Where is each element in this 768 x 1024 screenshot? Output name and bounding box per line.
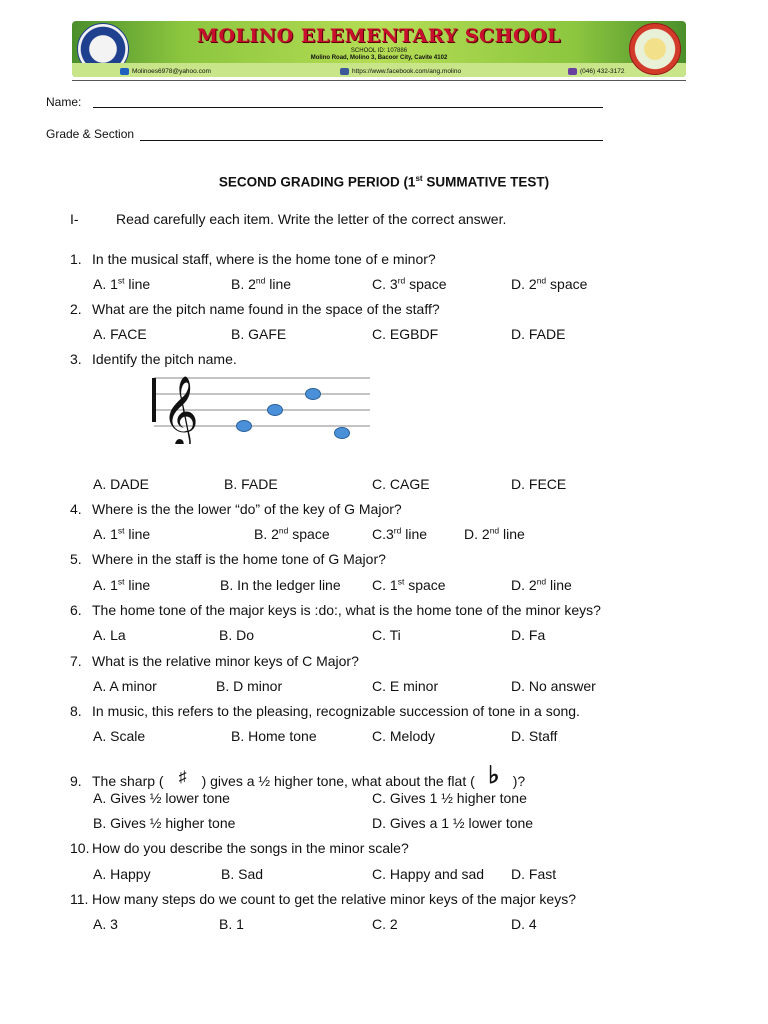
treble-clef-icon: 𝄞 (162, 374, 199, 444)
answer-option: A. 1st line (93, 576, 151, 593)
answer-option: B. 2nd space (254, 525, 330, 542)
question-text: What is the relative minor keys of C Major? (92, 653, 359, 669)
question-9 (70, 764, 525, 793)
answer-option: B. Gives ½ higher tone (93, 815, 236, 831)
question-7 (70, 653, 359, 669)
answer-option: B. 1 (219, 916, 244, 932)
question-number: 2. (70, 301, 82, 317)
question-text: How many steps do we count to get the relative minor keys of the major keys? (92, 891, 577, 907)
school-address: Molino Road, Molino 3, Bacoor City, Cavite 4102 (310, 55, 448, 61)
sharp-symbol-icon: ♯ (178, 769, 187, 786)
question-number: 9. (70, 773, 82, 789)
question-number: 8. (70, 703, 82, 719)
answer-option: B. GAFE (231, 326, 287, 342)
answer-option: D. Fa (511, 627, 546, 643)
question-text: How do you describe the songs in the minor scale? (92, 840, 409, 856)
question-4 (70, 501, 402, 517)
answer-option: A. Happy (93, 866, 151, 882)
name-label: Name: (46, 95, 82, 109)
facebook-icon (340, 68, 349, 75)
question-number: 10. (70, 840, 90, 856)
question-1 (70, 251, 436, 267)
question-2 (70, 301, 440, 317)
answer-option: C. Happy and sad (372, 866, 485, 882)
question-text-end: )? (512, 773, 526, 789)
answer-option: D. 2nd line (464, 525, 525, 542)
contact-email (120, 68, 211, 75)
section-number: I- (70, 211, 79, 227)
contact-phone (568, 68, 624, 75)
question-text: Where is the the lower “do” of the key of G Major? (92, 501, 402, 517)
answer-option: B. FADE (224, 476, 278, 492)
answer-option: C. 3rd space (372, 275, 447, 292)
answer-option: D. FECE (511, 476, 567, 492)
answer-option: D. Gives a 1 ½ lower tone (372, 815, 534, 831)
question-number: 7. (70, 653, 82, 669)
barline (152, 378, 156, 422)
question-8 (70, 703, 580, 719)
answer-option: D. Fast (511, 866, 557, 882)
answer-option: C.3rd line (372, 525, 428, 542)
question-text-middle: ) gives a ½ higher tone, what about the flat ( (201, 773, 475, 789)
header-divider (72, 80, 686, 81)
facebook-text: https://www.facebook.com/ang.molino (352, 68, 462, 75)
answer-option: C. Ti (372, 627, 401, 643)
answer-option: A. Gives ½ lower tone (93, 790, 230, 806)
note-4 (335, 428, 350, 439)
answer-option: D. Staff (511, 728, 558, 744)
phone-icon (568, 68, 577, 75)
school-name: MOLINO ELEMENTARY SCHOOL (196, 25, 562, 47)
question-number: 1. (70, 251, 82, 267)
answer-option: A. 3 (93, 916, 118, 932)
answer-option: C. 2 (372, 916, 398, 932)
question-text: What are the pitch name found in the space of the staff? (92, 301, 440, 317)
question-number: 4. (70, 501, 82, 517)
mail-icon (120, 68, 129, 75)
answer-option: A. 1st line (93, 275, 151, 292)
question-text: In the musical staff, where is the home tone of e minor? (92, 251, 436, 267)
answer-option: A. 1st line (93, 525, 151, 542)
answer-option: B. D minor (216, 678, 283, 694)
phone-text: (046) 432-3172 (580, 68, 625, 75)
answer-option: B. In the ledger line (220, 577, 341, 593)
answer-option: D. 2nd space (511, 275, 588, 292)
answer-option: C. EGBDF (372, 326, 439, 342)
note-3 (306, 389, 321, 400)
answer-option: A. Scale (93, 728, 146, 744)
note-2 (268, 405, 283, 416)
question-6 (70, 602, 601, 618)
question-text: Identify the pitch name. (92, 351, 237, 367)
name-field[interactable] (93, 107, 603, 108)
answer-option: D. 2nd line (511, 576, 572, 593)
test-title: SECOND GRADING PERIOD (1st SUMMATIVE TEST) (218, 174, 550, 190)
question-11 (70, 891, 576, 907)
question-number: 11. (70, 891, 89, 907)
answer-option: B. 2nd line (231, 275, 292, 292)
answer-option: C. Gives 1 ½ higher tone (372, 790, 527, 806)
answer-option: B. Home tone (231, 728, 317, 744)
question-3 (70, 351, 237, 367)
instructions: Read carefully each item. Write the letter of the correct answer. (116, 211, 507, 227)
answer-option: C. E minor (372, 678, 439, 694)
school-logo-icon (629, 23, 681, 75)
answer-option: A. La (93, 627, 126, 643)
question-text: The home tone of the major keys is :do:, what is the home tone of the minor keys? (92, 602, 601, 618)
answer-option: D. No answer (511, 678, 596, 694)
answer-option: D. 4 (511, 916, 537, 932)
grade-section-field[interactable] (140, 140, 603, 141)
answer-option: B. Sad (221, 866, 264, 882)
answer-option: A. FACE (93, 326, 147, 342)
question-number: 6. (70, 602, 82, 618)
question-text: In music, this refers to the pleasing, recognizable succession of tone in a song. (92, 703, 580, 719)
school-id: SCHOOL ID: 107886 (350, 48, 408, 54)
treble-staff-svg (148, 368, 374, 444)
grade-section-label: Grade & Section (46, 127, 135, 141)
question-text: Where in the staff is the home tone of G Major? (92, 551, 386, 567)
answer-option: C. CAGE (372, 476, 430, 492)
question-5 (70, 551, 386, 567)
music-staff-figure (148, 368, 374, 444)
answer-option: D. FADE (511, 326, 566, 342)
answer-option: A. DADE (93, 476, 150, 492)
question-text-start: The sharp ( (92, 773, 164, 789)
answer-option: B. Do (219, 627, 255, 643)
answer-option: C. 1st space (372, 576, 446, 593)
answer-option: C. Melody (372, 728, 436, 744)
answer-option: A. A minor (93, 678, 157, 694)
contact-facebook (340, 68, 461, 75)
question-number: 5. (70, 551, 82, 567)
email-text: Molinoes6978@yahoo.com (132, 68, 211, 75)
question-number: 3. (70, 351, 82, 367)
note-1 (237, 421, 252, 432)
question-10 (70, 840, 409, 856)
school-banner (72, 21, 686, 77)
flat-symbol-icon: ♭ (488, 762, 500, 789)
